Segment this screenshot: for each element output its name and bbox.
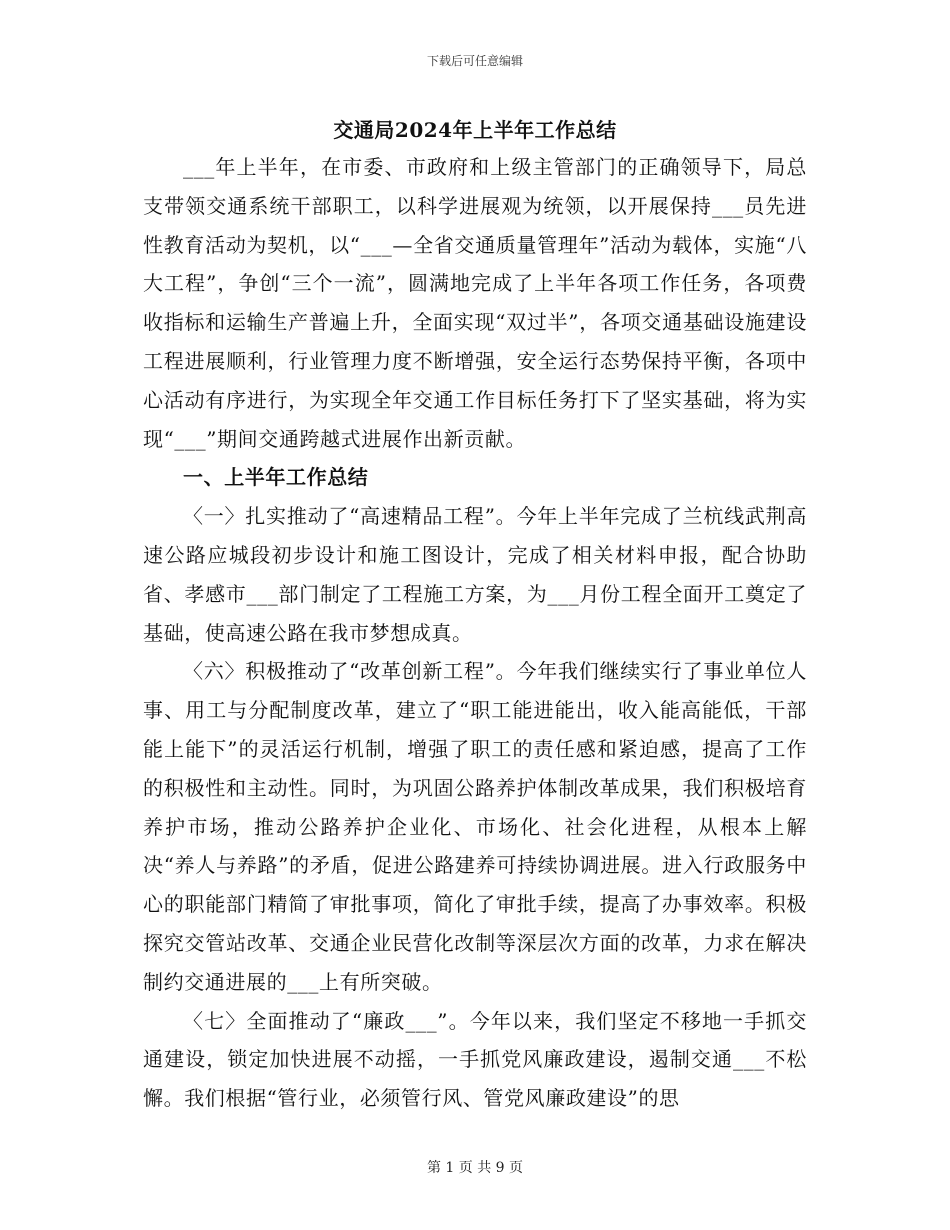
document-body <box>143 148 807 1118</box>
page-number-footer: 第 1 页 共 9 页 <box>426 1160 524 1176</box>
body-paragraph: 〈六〉积极推动了“改革创新工程”。今年我们继续实行了事业单位人事、用工与分配制度改革，建立了“职工能进能出，收入能高能低，干部能上能下”的灵活运行机制，增强了职工的责任感和紧迫感，提高了工作的积极性和主动性。同时，为巩固公路养护体制改革成果，我们积极培育养护市场，推动公路养护企业化、市场化、社会化进程，从根本上解决“养人与养路”的矛盾，促进公路建养可持续协调进展。进入行政服务中心的职能部门精简了审批事项，简化了审批手续，提高了办事效率。积极探究交管站改革、交通企业民营化改制等深层次方面的改革，力求在解决制约交通进展的___上有所突破。 <box>143 659 807 994</box>
body-paragraph: 〈一〉扎实推动了“高速精品工程”。今年上半年完成了兰杭线武荆高速公路应城段初步设计和施工图设计，完成了相关材料申报，配合协助省、孝感市___部门制定了工程施工方案，为___月份工程全面开工奠定了基础，使高速公路在我市梦想成真。 <box>143 504 807 645</box>
page-header-note: 下载后可任意编辑 <box>426 54 523 68</box>
document-title: 交通局2024年上半年工作总结 <box>333 118 617 142</box>
intro-paragraph: ___年上半年，在市委、市政府和上级主管部门的正确领导下，局总支带领交通系统干部职工，以科学进展观为统领，以开展保持___员先进性教育活动为契机，以“___—全省交通质量管理年”活动为载体，实施“八大工程”，争创“三个一流”，圆满地完成了上半年各项工作任务，各项费收指标和运输生产普遍上升，全面实现“双过半”，各项交通基础设施建设工程进展顺利，行业管理力度不断增强，安全运行态势保持平衡，各项中心活动有序进行，为实现全年交通工作目标任务打下了坚实基础，将为实现“___”期间交通跨越式进展作出新贡献。 <box>143 155 807 451</box>
section-heading: 一、上半年工作总结 <box>183 465 369 490</box>
body-paragraph: 〈七〉全面推动了“廉政___”。今年以来，我们坚定不移地一手抓交通建设，锁定加快进展不动摇，一手抓党风廉政建设，遏制交通___不松懈。我们根据“管行业，必须管行风、管党风廉政建设”的思 <box>143 1008 807 1111</box>
